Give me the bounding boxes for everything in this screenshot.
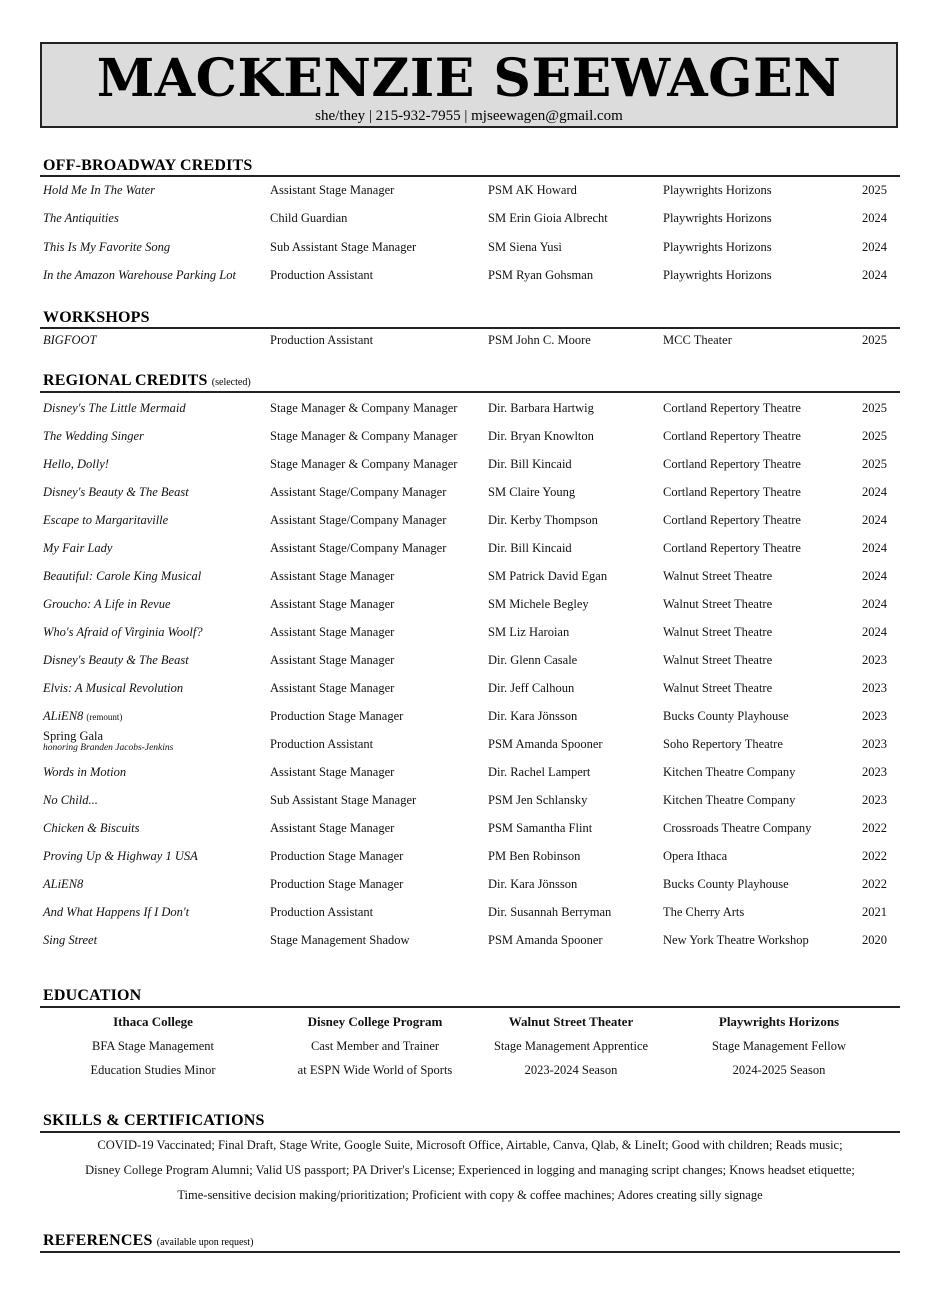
credit-supervisor: Dir. Kara Jönsson xyxy=(488,709,578,723)
credit-show xyxy=(43,730,173,754)
credit-supervisor: Dir. Bill Kincaid xyxy=(488,457,572,471)
credit-show-title: Spring Gala xyxy=(43,729,104,743)
credit-show-title: Chicken & Biscuits xyxy=(43,821,140,835)
credit-venue: Cortland Repertory Theatre xyxy=(663,429,801,443)
credit-position: Assistant Stage Manager xyxy=(270,681,395,695)
education-heading: Playwrights Horizons xyxy=(718,1014,840,1029)
skills-line: Disney College Program Alumni; Valid US passport; PA Driver's License; Experienced in logging and managing script changes; Knows headset etiquette; xyxy=(85,1163,855,1177)
credit-venue: Crossroads Theatre Company xyxy=(663,821,812,835)
credit-show xyxy=(43,762,126,782)
credit-show-title: This Is My Favorite Song xyxy=(43,239,171,254)
credit-position: Stage Management Shadow xyxy=(270,933,410,947)
credit-venue: Walnut Street Theatre xyxy=(663,681,773,695)
education-detail: at ESPN Wide World of Sports xyxy=(297,1063,453,1077)
credit-supervisor: PSM AK Howard xyxy=(488,183,577,197)
credit-venue: Bucks County Playhouse xyxy=(663,709,789,723)
credit-supervisor: Dir. Rachel Lampert xyxy=(488,765,591,779)
education-heading: Ithaca College xyxy=(113,1014,193,1029)
credit-year: 2024 xyxy=(862,597,887,611)
credit-position: Production Stage Manager xyxy=(270,877,404,891)
credit-row xyxy=(0,180,944,200)
education-detail: 2023-2024 Season xyxy=(524,1063,618,1077)
credit-show xyxy=(43,237,170,257)
credit-supervisor: PSM Ryan Gohsman xyxy=(488,267,594,282)
credit-position: Stage Manager & Company Manager xyxy=(270,429,458,443)
credit-venue: Cortland Repertory Theatre xyxy=(663,513,801,527)
credit-year: 2024 xyxy=(862,625,887,639)
credit-row xyxy=(0,566,944,586)
credit-position: Assistant Stage Manager xyxy=(270,183,395,197)
credit-supervisor: Dir. Jeff Calhoun xyxy=(488,681,575,695)
section-title-text: SKILLS & CERTIFICATIONS xyxy=(43,1112,265,1129)
credit-venue: Kitchen Theatre Company xyxy=(663,793,796,807)
skills-list xyxy=(40,1133,900,1208)
credit-show-title: Disney's Beauty & The Beast xyxy=(43,485,189,499)
credit-venue: Playwrights Horizons xyxy=(663,239,772,254)
credit-venue: Opera Ithaca xyxy=(663,849,728,863)
credit-venue: New York Theatre Workshop xyxy=(663,933,809,947)
credit-show xyxy=(43,846,198,866)
credit-position: Sub Assistant Stage Manager xyxy=(270,239,417,254)
credit-supervisor: PSM Amanda Spooner xyxy=(488,933,603,947)
credit-position: Assistant Stage/Company Manager xyxy=(270,541,447,555)
credit-show xyxy=(43,426,144,446)
section-title-text: WORKSHOPS xyxy=(43,309,150,326)
credit-show xyxy=(43,622,203,642)
credit-row xyxy=(0,454,944,474)
credit-row xyxy=(0,818,944,838)
credit-show-title: Disney's The Little Mermaid xyxy=(43,401,186,415)
education-detail: 2024-2025 Season xyxy=(732,1063,826,1077)
credit-row xyxy=(0,650,944,670)
credit-show-title: Words in Motion xyxy=(43,765,127,779)
credit-row xyxy=(0,762,944,782)
credit-year: 2024 xyxy=(862,267,887,282)
credit-show xyxy=(43,874,83,894)
credit-show xyxy=(43,706,122,727)
credit-position: Assistant Stage Manager xyxy=(270,821,395,835)
credit-position: Production Assistant xyxy=(270,333,374,347)
education-ithaca xyxy=(43,1010,263,1082)
credit-position: Assistant Stage Manager xyxy=(270,765,395,779)
credit-year: 2022 xyxy=(862,849,887,863)
credit-show-title: Disney's Beauty & The Beast xyxy=(43,653,189,667)
credit-year: 2024 xyxy=(862,485,887,499)
education-detail: BFA Stage Management xyxy=(92,1039,214,1053)
credit-show xyxy=(43,180,155,200)
skills-line: COVID-19 Vaccinated; Final Draft, Stage Write, Google Suite, Microsoft Office, Airtable, Canva, Qlab, & LineIt; Good with children; Reads music; xyxy=(97,1138,843,1152)
credit-show xyxy=(43,482,189,502)
credit-show xyxy=(43,330,96,350)
credit-supervisor: Dir. Bryan Knowlton xyxy=(488,429,594,443)
credit-supervisor: Dir. Susannah Berryman xyxy=(488,905,612,919)
credit-row xyxy=(0,482,944,502)
credit-year: 2023 xyxy=(862,681,887,695)
name-header-box xyxy=(40,42,898,128)
credit-row xyxy=(0,706,944,726)
credit-show xyxy=(43,454,109,474)
skills-line: Time-sensitive decision making/prioritization; Proficient with copy & coffee machines; Adores creating silly signage xyxy=(177,1188,763,1202)
credit-position: Child Guardian xyxy=(270,211,348,226)
credit-year: 2025 xyxy=(862,457,887,471)
credit-venue: Playwrights Horizons xyxy=(663,267,772,282)
credit-row xyxy=(0,330,944,350)
credit-year: 2023 xyxy=(862,709,887,723)
section-divider xyxy=(40,1006,900,1008)
credit-venue: Walnut Street Theatre xyxy=(663,569,773,583)
credit-show-title: ALiEN8 xyxy=(43,709,84,723)
credit-show-title: Groucho: A Life in Revue xyxy=(43,597,171,611)
credit-year: 2020 xyxy=(862,933,887,947)
credit-show-title: And What Happens If I Don't xyxy=(43,905,190,919)
credit-show xyxy=(43,510,168,530)
education-heading: Disney College Program xyxy=(307,1014,443,1029)
section-title-workshops xyxy=(43,308,150,328)
credit-show-title: Who's Afraid of Virginia Woolf? xyxy=(43,625,203,639)
credit-show-title: Hello, Dolly! xyxy=(43,457,109,471)
education-detail: Stage Management Apprentice xyxy=(493,1039,649,1053)
credit-show-note: (remount) xyxy=(86,712,123,722)
credit-show xyxy=(43,566,201,586)
credit-row xyxy=(0,930,944,950)
credit-supervisor: PSM John C. Moore xyxy=(488,333,591,347)
credit-year: 2025 xyxy=(862,429,887,443)
credit-row xyxy=(0,208,944,228)
credit-supervisor: PM Ben Robinson xyxy=(488,849,581,863)
credit-year: 2021 xyxy=(862,905,887,919)
credit-year: 2023 xyxy=(862,737,887,751)
credit-year: 2025 xyxy=(862,401,887,415)
credit-row xyxy=(0,622,944,642)
credit-position: Assistant Stage/Company Manager xyxy=(270,513,447,527)
credit-position: Sub Assistant Stage Manager xyxy=(270,793,417,807)
credit-show xyxy=(43,790,98,810)
credit-supervisor: PSM Amanda Spooner xyxy=(488,737,603,751)
credit-show-title: Elvis: A Musical Revolution xyxy=(43,681,184,695)
credit-show xyxy=(43,818,140,838)
credit-show-title: Hold Me In The Water xyxy=(43,183,156,197)
credit-show xyxy=(43,594,171,614)
education-heading: Walnut Street Theater xyxy=(508,1014,634,1029)
credit-row xyxy=(0,790,944,810)
credit-venue: Cortland Repertory Theatre xyxy=(663,457,801,471)
credit-row xyxy=(0,426,944,446)
credit-supervisor: Dir. Kerby Thompson xyxy=(488,513,598,527)
credit-show xyxy=(43,650,189,670)
credit-year: 2024 xyxy=(862,569,887,583)
credit-supervisor: SM Patrick David Egan xyxy=(488,569,608,583)
section-divider xyxy=(40,1251,900,1253)
credit-venue: Playwrights Horizons xyxy=(663,183,772,197)
credit-row xyxy=(0,874,944,894)
credit-venue: MCC Theater xyxy=(663,333,732,347)
credit-position: Assistant Stage Manager xyxy=(270,625,395,639)
credit-show-title: In the Amazon Warehouse Parking Lot xyxy=(43,267,236,282)
section-title-education xyxy=(43,986,141,1006)
section-title-skills xyxy=(43,1111,265,1131)
credit-show xyxy=(43,902,189,922)
credit-supervisor: Dir. Glenn Casale xyxy=(488,653,578,667)
credit-show-title: BIGFOOT xyxy=(43,333,97,347)
credit-supervisor: PSM Samantha Flint xyxy=(488,821,593,835)
education-detail: Stage Management Fellow xyxy=(712,1039,846,1053)
credit-row xyxy=(0,594,944,614)
credit-year: 2023 xyxy=(862,653,887,667)
credit-row xyxy=(0,237,944,257)
credit-show-title: Beautiful: Carole King Musical xyxy=(43,569,202,583)
credit-venue: Playwrights Horizons xyxy=(663,211,772,226)
credit-year: 2024 xyxy=(862,239,887,254)
credit-supervisor: SM Liz Haroian xyxy=(488,625,570,639)
section-title-text: OFF-BROADWAY CREDITS xyxy=(43,157,253,174)
credit-supervisor: SM Claire Young xyxy=(488,485,576,499)
credit-position: Production Assistant xyxy=(270,737,374,751)
credit-show xyxy=(43,678,183,698)
section-divider xyxy=(40,175,900,177)
credit-supervisor: PSM Jen Schlansky xyxy=(488,793,588,807)
credit-supervisor: Dir. Barbara Hartwig xyxy=(488,401,594,415)
credit-show xyxy=(43,930,97,950)
section-title-text: REGIONAL CREDITS xyxy=(43,372,208,389)
credit-show xyxy=(43,538,112,558)
credit-row xyxy=(0,846,944,866)
credit-position: Stage Manager & Company Manager xyxy=(270,401,458,415)
credit-row xyxy=(0,398,944,418)
credit-year: 2022 xyxy=(862,877,887,891)
credit-venue: Walnut Street Theatre xyxy=(663,597,773,611)
credit-supervisor: Dir. Kara Jönsson xyxy=(488,877,578,891)
section-divider xyxy=(40,327,900,329)
credit-row xyxy=(0,729,944,754)
credit-year: 2025 xyxy=(862,333,887,347)
credit-position: Assistant Stage/Company Manager xyxy=(270,485,447,499)
credit-year: 2024 xyxy=(862,541,887,555)
credit-show-title: The Wedding Singer xyxy=(43,429,144,443)
section-title-note: (selected) xyxy=(211,377,251,388)
education-disney xyxy=(265,1010,485,1082)
credit-show-title: The Antiquities xyxy=(43,211,119,226)
credit-year: 2023 xyxy=(862,765,887,779)
credit-row xyxy=(0,678,944,698)
credit-venue: Walnut Street Theatre xyxy=(663,653,773,667)
credit-row xyxy=(0,510,944,530)
credit-position: Production Assistant xyxy=(270,905,374,919)
credit-show-subtitle: honoring Branden Jacobs-Jenkins xyxy=(43,743,174,753)
credit-row xyxy=(0,902,944,922)
credit-venue: Cortland Repertory Theatre xyxy=(663,485,801,499)
education-detail: Cast Member and Trainer xyxy=(310,1039,440,1053)
education-playwrights xyxy=(669,1010,889,1082)
education-detail: Education Studies Minor xyxy=(90,1063,216,1077)
credit-year: 2024 xyxy=(862,513,887,527)
section-title-note: (available upon request) xyxy=(156,1237,254,1248)
credit-venue: Kitchen Theatre Company xyxy=(663,765,796,779)
credit-show-title: ALiEN8 xyxy=(43,877,84,891)
credit-year: 2024 xyxy=(862,211,887,226)
credit-position: Production Stage Manager xyxy=(270,849,404,863)
credit-position: Stage Manager & Company Manager xyxy=(270,457,458,471)
credit-venue: Cortland Repertory Theatre xyxy=(663,541,801,555)
education-walnut xyxy=(461,1010,681,1082)
credit-position: Production Stage Manager xyxy=(270,709,404,723)
credit-show xyxy=(43,398,186,418)
credit-position: Assistant Stage Manager xyxy=(270,653,395,667)
credit-position: Production Assistant xyxy=(270,267,374,282)
credit-position: Assistant Stage Manager xyxy=(270,569,395,583)
credit-row xyxy=(0,538,944,558)
section-title-regional xyxy=(43,371,251,393)
applicant-name: MACKENZIE SEEWAGEN xyxy=(96,48,842,109)
credit-supervisor: SM Siena Yusi xyxy=(488,239,562,254)
credit-show-title: Escape to Margaritaville xyxy=(43,513,169,527)
credit-show-title: My Fair Lady xyxy=(43,541,113,555)
credit-show xyxy=(43,208,119,228)
section-title-off-broadway xyxy=(43,156,253,176)
credit-year: 2023 xyxy=(862,793,887,807)
credit-year: 2025 xyxy=(862,183,887,197)
credit-show-title: Sing Street xyxy=(43,933,98,947)
credit-venue: Cortland Repertory Theatre xyxy=(663,401,801,415)
credit-show-title: No Child... xyxy=(43,793,98,807)
section-title-text: EDUCATION xyxy=(43,987,142,1004)
credit-venue: Bucks County Playhouse xyxy=(663,877,789,891)
credit-venue: Walnut Street Theatre xyxy=(663,625,773,639)
credit-supervisor: SM Michele Begley xyxy=(488,597,589,611)
credit-position: Assistant Stage Manager xyxy=(270,597,395,611)
credit-show xyxy=(43,265,236,285)
contact-info: she/they | 215-932-7955 | mjseewagen@gmail.com xyxy=(315,108,623,124)
credit-venue: Soho Repertory Theatre xyxy=(663,737,783,751)
credit-row xyxy=(0,265,944,285)
section-divider xyxy=(40,391,900,393)
credit-supervisor: SM Erin Gioia Albrecht xyxy=(488,211,608,226)
credit-year: 2022 xyxy=(862,821,887,835)
credit-supervisor: Dir. Bill Kincaid xyxy=(488,541,572,555)
credit-venue: The Cherry Arts xyxy=(663,905,745,919)
credit-show-title: Proving Up & Highway 1 USA xyxy=(43,849,198,863)
section-title-references xyxy=(43,1231,253,1253)
section-title-text: REFERENCES xyxy=(43,1232,153,1249)
